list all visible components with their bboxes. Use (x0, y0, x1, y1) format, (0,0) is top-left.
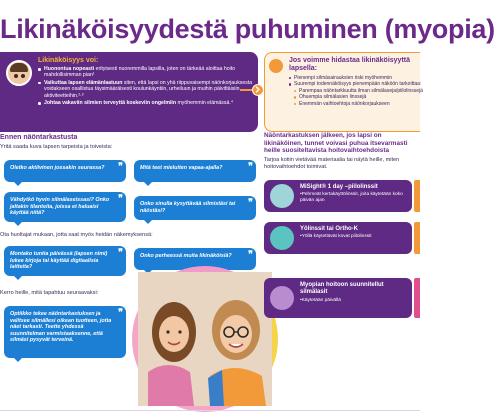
slow-subitem: Enemmän vaihtoehtoja näönkorjaukseen (289, 101, 423, 107)
next-steps-subtitle: Kerro heille, mitä tapahtuu seuraavaksi: (0, 290, 99, 296)
product-card-ortho-k: Yölinssit tai Ortho-K • Yöllä käytettävät kovat piilolinssit (264, 222, 412, 254)
before-exam-subtitle: Yritä saada kuva lapsen tarpeista ja toiveista: (0, 144, 113, 150)
question-bubble: Oletko aktiivinen jossakin seurassa? ❞ (4, 160, 126, 182)
divider (0, 410, 420, 411)
slow-title: Jos voimme hidastaa likinäköisyyttä lapsella: (289, 57, 410, 72)
quote-icon: ❞ (248, 250, 253, 260)
quote-icon: ❞ (118, 308, 123, 318)
product-tab (414, 180, 420, 212)
quote-icon: ❞ (118, 162, 123, 172)
question-bubble: Montako tuntia päivässä (lapsen nimi) lukee kirjoja tai käyttää digitaalisia laitteita? ❞ (4, 246, 126, 276)
product-card-misight: MiSight® 1 day –piilolinssit • Pehmeät kertakäyttölinssit, joita käytetään koko päivän ajan (264, 180, 412, 212)
risk-item: Johtaa vakaviin silmien terveyttä koskeviin ongelmiin myöhemmin elämässä.⁴ (38, 100, 254, 106)
slow-list (289, 75, 423, 107)
question-bubble: Onko sinulla kysyttävää silmistäsi tai näöstäsi? ❞ (134, 196, 256, 220)
quote-icon: ❞ (118, 194, 123, 204)
before-exam-heading: Ennen näöntarkastusta (0, 134, 78, 141)
after-exam-heading: Näöntarkastuksen jälkeen, jos lapsi on likinäköinen, tunnet voivasi puhua itsevarmasti heille suositeltavista hoitovaihtoehdoista (264, 132, 408, 155)
after-exam-subtitle: Tarjoa kotiin vietävää materiaalia tai näytä heille, miten hoitovaihtoehdot toimivat. (264, 157, 400, 170)
product-tab (414, 278, 420, 318)
risk-item: Vaikuttaa lapsen elämänlaatuun siten, että lapsi on yhä riippuvaisempi näönkorjauksesta voidakseen osallistua täysimääräisesti koulunkäyntiin, urheiluun ja muihin päivittäisiin aktiviteetteihin.²·³ (38, 80, 254, 99)
slow-progression-panel (264, 52, 423, 132)
contact-lens-icon (270, 184, 294, 208)
product-tab (414, 222, 420, 254)
glasses-icon (270, 286, 294, 310)
question-bubble: Onko perheessä muita likinäköisiä? ❞ (134, 248, 256, 270)
slow-item: Suurempi todennäköisyys pienempään näköön tarkoittaa: (289, 81, 423, 87)
slow-subitem: Ohuempia silmälasien linssejä (289, 94, 423, 100)
eye-icon (269, 59, 283, 73)
myopia-risk-panel (0, 52, 258, 132)
question-bubble: Mitä teet mieluiten vapaa-ajalla? ❞ (134, 160, 256, 182)
product-card-glasses: Myopian hoitoon suunnitellut silmälasit • Käytetään päivällä (264, 278, 412, 318)
children-photo (138, 272, 272, 406)
risk-title: Likinäköisyys voi: (38, 57, 99, 64)
guardian-subtitle: Ota huoltajat mukaan, jotta saat myös heidän näkemyksensä: (0, 232, 153, 238)
page-title: Likinäköisyydestä puhuminen (myopia) (0, 14, 495, 44)
arrow-right-icon (252, 84, 264, 96)
risk-item: Huonontua nopeasti erityisesti nuoremmilla lapsilla, joten on tärkeää aloittaa hoito mahdollisimman pian¹ (38, 66, 254, 79)
slow-item: Pienempi silmäsairauksien riski myöhemmin (289, 75, 423, 81)
risk-list (38, 66, 254, 107)
ortho-k-lens-icon (270, 226, 294, 250)
child-photo (6, 60, 32, 86)
slow-subitem: Parempaa näöntarkkuutta ilman silmälaseja/piilolinssejä (289, 88, 423, 94)
question-bubble: Vähdytkö hyvin silmälaseissasi? Onko jaltakin tilanteita, joissa et haluaisi käyttää niitä? ❞ (4, 192, 126, 222)
statement-bubble: Optiikko tekee näöntarkastuksen ja valitsee silmällesi oikean tuotteen, jotta näet tarkasti. Teette yhdessä suunnitelman varmistaaksenne, että silmäsi pysyvät terveinä. ❞ (4, 306, 126, 358)
quote-icon: ❞ (248, 198, 253, 208)
quote-icon: ❞ (248, 162, 253, 172)
quote-icon: ❞ (118, 248, 123, 258)
